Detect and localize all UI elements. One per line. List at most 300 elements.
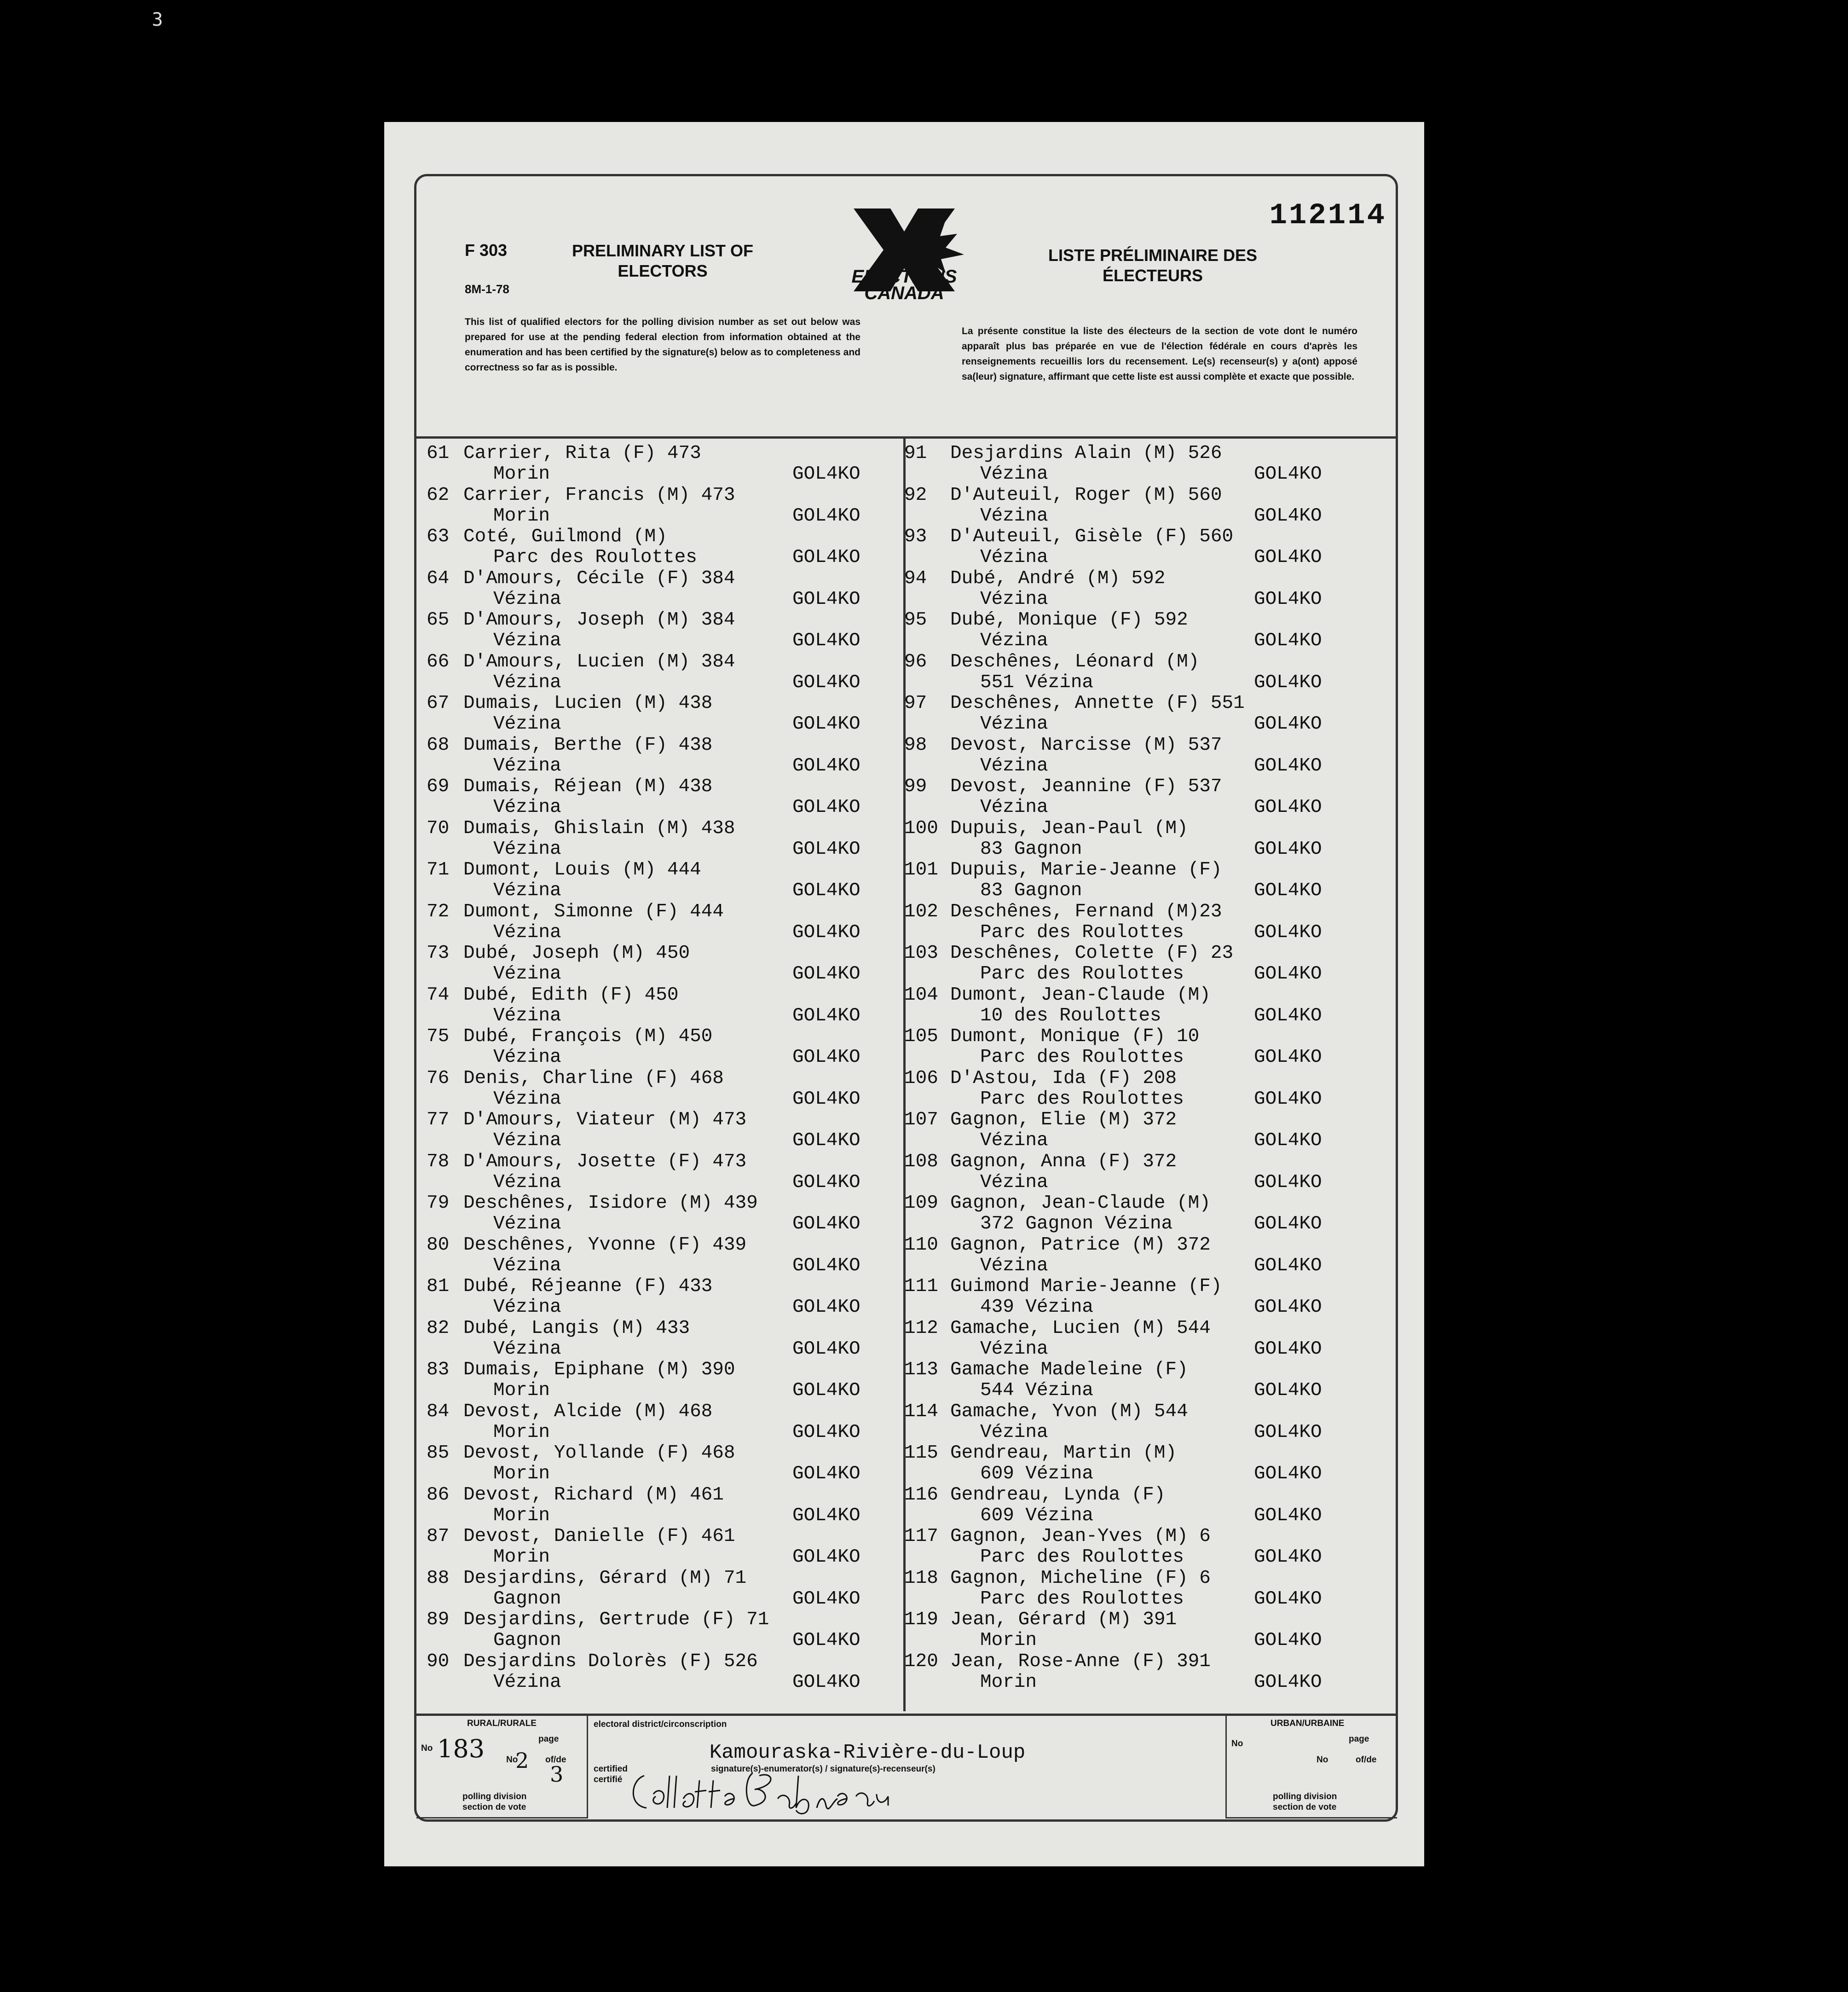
elector-address: 83 Gagnon (980, 880, 1082, 901)
elector-address: Parc des Roulottes (980, 921, 1184, 943)
elector-address: Vézina (980, 505, 1048, 527)
elector-postal-code: GOL4KO (792, 1588, 860, 1610)
section-label: section de vote (462, 1802, 526, 1812)
elector-number: 94 (904, 567, 927, 589)
elector-number: 119 (904, 1609, 938, 1630)
elector-postal-code: GOL4KO (792, 838, 860, 860)
elector-entry (904, 1485, 1387, 1527)
elector-postal-code: GOL4KO (792, 1421, 860, 1443)
elector-postal-code: GOL4KO (1254, 588, 1322, 610)
elector-address: Vézina (493, 713, 561, 735)
elector-entry (904, 652, 1387, 694)
elector-address: Vézina (493, 755, 561, 776)
elector-postal-code: GOL4KO (792, 1047, 860, 1068)
elector-postal-code: GOL4KO (1254, 1421, 1322, 1443)
elector-number: 106 (904, 1067, 938, 1089)
elector-address: 439 Vézina (980, 1297, 1094, 1318)
elector-address: Vézina (493, 921, 561, 943)
elector-address: 544 Vézina (980, 1380, 1094, 1401)
elector-number: 79 (427, 1193, 450, 1214)
elector-name: Devost, Yollande (F) 468 (463, 1442, 735, 1464)
elector-entry (904, 485, 1387, 527)
elector-number: 64 (427, 567, 450, 589)
elector-address: Parc des Roulottes (980, 1047, 1184, 1068)
elector-number: 115 (904, 1442, 938, 1464)
rural-box (416, 1716, 588, 1818)
elector-number: 92 (904, 484, 927, 506)
elector-number: 102 (904, 901, 938, 922)
elector-postal-code: GOL4KO (792, 880, 860, 901)
elector-entry (904, 1526, 1387, 1568)
elector-entry (904, 985, 1387, 1027)
elector-entry (904, 568, 1387, 610)
elector-number: 63 (427, 526, 450, 547)
elector-name: D'Auteuil, Gisèle (F) 560 (950, 526, 1234, 547)
elector-entry (904, 527, 1387, 568)
elector-entry (904, 1152, 1387, 1193)
elector-number: 82 (427, 1317, 450, 1339)
elector-postal-code: GOL4KO (792, 505, 860, 527)
title-french: LISTE PRÉLIMINAIRE DES ÉLECTEURS (1048, 246, 1258, 285)
elector-postal-code: GOL4KO (1254, 1297, 1322, 1318)
title-english: PRELIMINARY LIST OF ELECTORS (572, 241, 753, 280)
elector-entry (427, 527, 910, 568)
elector-postal-code: GOL4KO (792, 1463, 860, 1484)
elector-name: Gendreau, Martin (M) (950, 1442, 1177, 1464)
form-header (416, 176, 1396, 439)
elector-number: 80 (427, 1234, 450, 1256)
elector-number: 108 (904, 1151, 938, 1172)
elector-number: 116 (904, 1484, 938, 1506)
elector-address: 10 des Roulottes (980, 1005, 1161, 1026)
elector-entry (427, 443, 910, 485)
intro-french: La présente constitue la liste des électeurs de la section de vote dont le numéro apparaît plus bas préparée en vue de l'élection fédérale en cours d'après les renseignements recueillis lors du recensement. Le(s) recenseur(s) y a(ont) apposé sa(leur) signature, affirmant que cette liste est aussi complète et exacte que possible. (962, 326, 1357, 382)
elector-name: Dumais, Réjean (M) 438 (463, 776, 713, 797)
elector-postal-code: GOL4KO (792, 1171, 860, 1193)
elector-name: Gagnon, Anna (F) 372 (950, 1151, 1177, 1172)
elector-name: Desjardins Alain (M) 526 (950, 443, 1222, 464)
elector-entry (427, 1193, 910, 1235)
elector-number: 83 (427, 1359, 450, 1380)
elector-postal-code: GOL4KO (1254, 1380, 1322, 1401)
elector-address: Parc des Roulottes (980, 1588, 1184, 1610)
elector-number: 74 (427, 984, 450, 1006)
elector-number: 99 (904, 776, 927, 797)
elector-name: Dumais, Berthe (F) 438 (463, 734, 713, 756)
elector-address: Vézina (493, 1255, 561, 1276)
elector-entry (427, 902, 910, 944)
elector-postal-code: GOL4KO (1254, 1213, 1322, 1234)
elector-name: Dubé, André (M) 592 (950, 567, 1166, 589)
elector-postal-code: GOL4KO (1254, 1505, 1322, 1526)
elector-address: Gagnon (493, 1630, 561, 1651)
elector-name: D'Auteuil, Roger (M) 560 (950, 484, 1222, 506)
elector-name: Dubé, François (M) 450 (463, 1026, 713, 1047)
elector-number: 104 (904, 984, 938, 1006)
elector-address: Vézina (980, 713, 1048, 735)
elector-address: Vézina (980, 797, 1048, 818)
elector-name: Dumais, Ghislain (M) 438 (463, 817, 735, 839)
elector-postal-code: GOL4KO (1254, 797, 1322, 818)
elector-name: Dupuis, Jean-Paul (M) (950, 817, 1188, 839)
elector-entry (904, 1401, 1387, 1443)
elector-postal-code: GOL4KO (1254, 1671, 1322, 1693)
enumerator-signature (626, 1766, 902, 1817)
elector-number: 81 (427, 1276, 450, 1297)
elector-name: Devost, Richard (M) 461 (463, 1484, 724, 1506)
elector-entry (904, 1068, 1387, 1110)
elector-postal-code: GOL4KO (1254, 1255, 1322, 1276)
elector-postal-code: GOL4KO (792, 1380, 860, 1401)
elector-address: Vézina (980, 630, 1048, 651)
elector-entry (427, 1152, 910, 1193)
elector-address: Vézina (493, 1047, 561, 1068)
elector-number: 109 (904, 1193, 938, 1214)
elector-postal-code: GOL4KO (1254, 505, 1322, 527)
elector-address: Parc des Roulottes (493, 547, 697, 568)
elector-postal-code: GOL4KO (1254, 963, 1322, 984)
elector-address: Morin (493, 1421, 550, 1443)
elector-address: Vézina (980, 1338, 1048, 1360)
elector-address: Parc des Roulottes (980, 1088, 1184, 1110)
elector-postal-code: GOL4KO (792, 463, 860, 485)
elector-name: Devost, Narcisse (M) 537 (950, 734, 1222, 756)
elector-name: Gagnon, Jean-Yves (M) 6 (950, 1526, 1211, 1547)
elector-name: Gamache, Lucien (M) 544 (950, 1317, 1211, 1339)
elector-number: 87 (427, 1526, 450, 1547)
elector-postal-code: GOL4KO (1254, 1463, 1322, 1484)
page-total: 3 (550, 1762, 564, 1787)
elector-name: Dumont, Monique (F) 10 (950, 1026, 1200, 1047)
elector-name: Carrier, Rita (F) 473 (463, 443, 701, 464)
elector-name: Dumais, Lucien (M) 438 (463, 693, 713, 714)
elector-postal-code: GOL4KO (792, 672, 860, 693)
urban-box (1225, 1716, 1397, 1818)
elector-entry (904, 610, 1387, 652)
logo-wordmark: ELECTIONS CANADA (851, 266, 957, 303)
elector-postal-code: GOL4KO (792, 921, 860, 943)
elector-entry (427, 485, 910, 527)
elector-entry (904, 1360, 1387, 1401)
elector-number: 101 (904, 859, 938, 880)
elector-entry (427, 1235, 910, 1277)
elector-number: 95 (904, 609, 927, 631)
certified-label-fr: certifié (594, 1775, 623, 1784)
elector-number: 113 (904, 1359, 938, 1380)
elector-number: 68 (427, 734, 450, 756)
elector-name: Gamache, Yvon (M) 544 (950, 1401, 1188, 1422)
form-number: F 303 (465, 241, 508, 260)
intro-english: This list of qualified electors for the polling division number as set out below was prepared for use at the pending federal election from information obtained at the enumeration and has been certified by the signature(s) below as to completeness and correctness so far as is possible. (465, 317, 860, 373)
elector-column-right (904, 443, 1387, 1693)
elector-name: D'Amours, Joseph (M) 384 (463, 609, 735, 631)
elector-postal-code: GOL4KO (792, 963, 860, 984)
elector-number: 75 (427, 1026, 450, 1047)
elector-postal-code: GOL4KO (792, 1630, 860, 1651)
elector-postal-code: GOL4KO (792, 1005, 860, 1026)
elector-address: Vézina (980, 1130, 1048, 1151)
elector-name: Desjardins, Gérard (M) 71 (463, 1567, 747, 1589)
elector-postal-code: GOL4KO (792, 1297, 860, 1318)
elector-number: 67 (427, 693, 450, 714)
elector-address: Parc des Roulottes (980, 963, 1184, 984)
elector-entry (904, 776, 1387, 818)
elector-postal-code: GOL4KO (792, 1505, 860, 1526)
elector-entry (904, 1276, 1387, 1318)
elector-name: Deschênes, Isidore (M) 439 (463, 1193, 758, 1214)
elector-address: Morin (493, 1380, 550, 1401)
elector-entry (427, 1485, 910, 1527)
elector-address: Vézina (980, 1171, 1048, 1193)
elector-number: 69 (427, 776, 450, 797)
page-of-label: of/de (545, 1755, 566, 1765)
elector-address: 372 Gagnon Vézina (980, 1213, 1173, 1234)
elector-entry (427, 693, 910, 735)
elector-number: 76 (427, 1067, 450, 1089)
elector-name: Dubé, Joseph (M) 450 (463, 943, 690, 964)
elector-entry (427, 818, 910, 860)
elector-address: Vézina (493, 1297, 561, 1318)
elector-address: 551 Vézina (980, 672, 1094, 693)
elector-entry (427, 985, 910, 1027)
elector-entry (904, 1443, 1387, 1485)
elector-entry (427, 1110, 910, 1152)
elector-name: Deschênes, Yvonne (F) 439 (463, 1234, 747, 1256)
elector-address: Vézina (493, 630, 561, 651)
elector-number: 112 (904, 1317, 938, 1339)
elector-postal-code: GOL4KO (792, 588, 860, 610)
elector-number: 114 (904, 1401, 938, 1422)
elector-name: Jean, Gérard (M) 391 (950, 1609, 1177, 1630)
elector-number: 97 (904, 693, 927, 714)
elector-postal-code: GOL4KO (792, 1671, 860, 1693)
elector-address: Vézina (493, 1171, 561, 1193)
elector-entry (904, 443, 1387, 485)
elector-number: 73 (427, 943, 450, 964)
elector-address: Vézina (493, 797, 561, 818)
elector-address: Morin (980, 1671, 1037, 1693)
elector-entry (427, 1068, 910, 1110)
elector-address: Vézina (493, 1130, 561, 1151)
elector-number: 84 (427, 1401, 450, 1422)
elector-name: Devost, Danielle (F) 461 (463, 1526, 735, 1547)
elector-name: Coté, Guilmond (M) (463, 526, 667, 547)
elector-name: Dubé, Edith (F) 450 (463, 984, 679, 1006)
elector-name: Desjardins Dolorès (F) 526 (463, 1650, 758, 1672)
elector-address: Morin (493, 1546, 550, 1568)
elector-entry (427, 1401, 910, 1443)
elector-address: Vézina (980, 463, 1048, 485)
elector-address: Gagnon (493, 1588, 561, 1610)
rural-label: RURAL/RURALE (467, 1719, 537, 1728)
elector-postal-code: GOL4KO (792, 797, 860, 818)
certified-label-en: certified (594, 1764, 628, 1774)
form-footer (416, 1714, 1396, 1822)
elector-postal-code: GOL4KO (1254, 463, 1322, 485)
elector-postal-code: GOL4KO (1254, 1088, 1322, 1110)
elector-entry (427, 943, 910, 985)
elector-entry (427, 1443, 910, 1485)
elector-postal-code: GOL4KO (1254, 1130, 1322, 1151)
urban-page-no-label: No (1317, 1755, 1328, 1765)
urban-of-label: of/de (1356, 1755, 1377, 1765)
elector-number: 89 (427, 1609, 450, 1630)
elector-address: 83 Gagnon (980, 838, 1082, 860)
elector-entry (427, 1026, 910, 1068)
elector-name: Denis, Charline (F) 468 (463, 1067, 724, 1089)
elector-number: 70 (427, 817, 450, 839)
elector-postal-code: GOL4KO (1254, 755, 1322, 776)
elector-number: 91 (904, 443, 927, 464)
elector-list-form (414, 174, 1398, 1822)
elector-entry (427, 652, 910, 694)
elector-entry (904, 1110, 1387, 1152)
polling-division-label: polling division (462, 1792, 527, 1801)
elector-number: 117 (904, 1526, 938, 1547)
film-frame-mark: 3 (152, 9, 163, 30)
elector-postal-code: GOL4KO (792, 630, 860, 651)
elector-number: 105 (904, 1026, 938, 1047)
elector-postal-code: GOL4KO (1254, 1005, 1322, 1026)
elector-address: Vézina (493, 1213, 561, 1234)
elector-address: Vézina (493, 838, 561, 860)
elector-name: Devost, Alcide (M) 468 (463, 1401, 713, 1422)
elector-address: 609 Vézina (980, 1463, 1094, 1484)
elector-address: Vézina (493, 1088, 561, 1110)
elector-name: Dumont, Simonne (F) 444 (463, 901, 724, 922)
elector-entry (427, 735, 910, 777)
elector-number: 90 (427, 1650, 450, 1672)
elector-address: Morin (493, 463, 550, 485)
elector-number: 66 (427, 651, 450, 672)
elector-entry (427, 1318, 910, 1360)
elector-entry (904, 1235, 1387, 1277)
elector-name: D'Amours, Josette (F) 473 (463, 1151, 747, 1172)
elector-postal-code: GOL4KO (792, 1213, 860, 1234)
elector-address: Vézina (980, 588, 1048, 610)
elector-number: 78 (427, 1151, 450, 1172)
urban-polling-division-label: polling division (1273, 1792, 1337, 1801)
elector-address: Vézina (493, 588, 561, 610)
urban-page-label: page (1349, 1734, 1369, 1744)
elector-postal-code: GOL4KO (1254, 838, 1322, 860)
page-label: page (538, 1734, 559, 1744)
elector-name: Dubé, Réjeanne (F) 433 (463, 1276, 713, 1297)
elector-postal-code: GOL4KO (1254, 1546, 1322, 1568)
elector-postal-code: GOL4KO (792, 755, 860, 776)
elector-postal-code: GOL4KO (1254, 713, 1322, 735)
elector-name: Desjardins, Gertrude (F) 71 (463, 1609, 769, 1630)
elector-entry (904, 860, 1387, 902)
elector-postal-code: GOL4KO (792, 1255, 860, 1276)
elector-entry (904, 1026, 1387, 1068)
elector-name: Dumont, Jean-Claude (M) (950, 984, 1211, 1006)
elector-address: Vézina (980, 547, 1048, 568)
elector-name: Deschênes, Fernand (M)23 (950, 901, 1222, 922)
elector-postal-code: GOL4KO (792, 1130, 860, 1151)
elector-name: D'Astou, Ida (F) 208 (950, 1067, 1177, 1089)
elector-list (416, 439, 1396, 1711)
elector-number: 103 (904, 943, 938, 964)
elector-name: Devost, Jeannine (F) 537 (950, 776, 1222, 797)
polling-division-number: 183 (437, 1734, 485, 1763)
elector-address: Morin (980, 1630, 1037, 1651)
elector-entry (904, 943, 1387, 985)
elector-entry (427, 860, 910, 902)
elector-number: 72 (427, 901, 450, 922)
elector-entry (427, 1360, 910, 1401)
elector-name: Guimond Marie-Jeanne (F) (950, 1276, 1222, 1297)
elector-postal-code: GOL4KO (1254, 630, 1322, 651)
elector-name: D'Amours, Viateur (M) 473 (463, 1109, 747, 1130)
elector-number: 62 (427, 484, 450, 506)
elector-postal-code: GOL4KO (1254, 547, 1322, 568)
elector-postal-code: GOL4KO (1254, 1630, 1322, 1651)
elector-postal-code: GOL4KO (1254, 672, 1322, 693)
elector-number: 120 (904, 1650, 938, 1672)
elector-entry (427, 1610, 910, 1651)
elector-entry (904, 1193, 1387, 1235)
elector-name: Gamache Madeleine (F) (950, 1359, 1188, 1380)
elector-name: Gagnon, Jean-Claude (M) (950, 1193, 1211, 1214)
form-date: 8M-1-78 (465, 282, 509, 296)
urban-section-label: section de vote (1273, 1802, 1337, 1812)
elector-entry (427, 1526, 910, 1568)
elector-name: Gendreau, Lynda (F) (950, 1484, 1166, 1506)
elector-number: 100 (904, 817, 938, 839)
elector-postal-code: GOL4KO (1254, 1047, 1322, 1068)
polling-no-label: No (421, 1743, 433, 1753)
elector-postal-code: GOL4KO (792, 1088, 860, 1110)
elector-number: 61 (427, 443, 450, 464)
elector-name: Dupuis, Marie-Jeanne (F) (950, 859, 1222, 880)
elector-name: Deschênes, Colette (F) 23 (950, 943, 1234, 964)
elector-name: Carrier, Francis (M) 473 (463, 484, 735, 506)
elector-entry (904, 1318, 1387, 1360)
serial-number: 112114 (1269, 199, 1386, 232)
elector-postal-code: GOL4KO (1254, 1338, 1322, 1360)
elector-name: D'Amours, Lucien (M) 384 (463, 651, 735, 672)
elector-address: Morin (493, 1505, 550, 1526)
elector-postal-code: GOL4KO (792, 1338, 860, 1360)
elector-name: Deschênes, Annette (F) 551 (950, 693, 1245, 714)
elector-number: 85 (427, 1442, 450, 1464)
elector-address: Vézina (493, 672, 561, 693)
elector-address: Morin (493, 505, 550, 527)
page-no-label: No (506, 1755, 518, 1765)
elector-name: Dubé, Langis (M) 433 (463, 1317, 690, 1339)
elector-column-left (427, 443, 910, 1693)
elector-name: Gagnon, Micheline (F) 6 (950, 1567, 1211, 1589)
elector-name: Jean, Rose-Anne (F) 391 (950, 1650, 1211, 1672)
elector-entry (904, 902, 1387, 944)
elector-number: 86 (427, 1484, 450, 1506)
elector-postal-code: GOL4KO (1254, 921, 1322, 943)
elector-number: 98 (904, 734, 927, 756)
elector-name: Gagnon, Patrice (M) 372 (950, 1234, 1211, 1256)
signature-label: signature(s)-enumerator(s) / signature(s)-recenseur(s) (711, 1764, 936, 1774)
elector-entry (904, 818, 1387, 860)
elector-number: 118 (904, 1567, 938, 1589)
elector-name: D'Amours, Cécile (F) 384 (463, 567, 735, 589)
elector-name: Dumais, Epiphane (M) 390 (463, 1359, 735, 1380)
elector-address: Parc des Roulottes (980, 1546, 1184, 1568)
urban-label: URBAN/URBAINE (1270, 1719, 1345, 1728)
elector-number: 96 (904, 651, 927, 672)
elector-entry (427, 1651, 910, 1693)
elector-address: 609 Vézina (980, 1505, 1094, 1526)
elector-entry (427, 568, 910, 610)
